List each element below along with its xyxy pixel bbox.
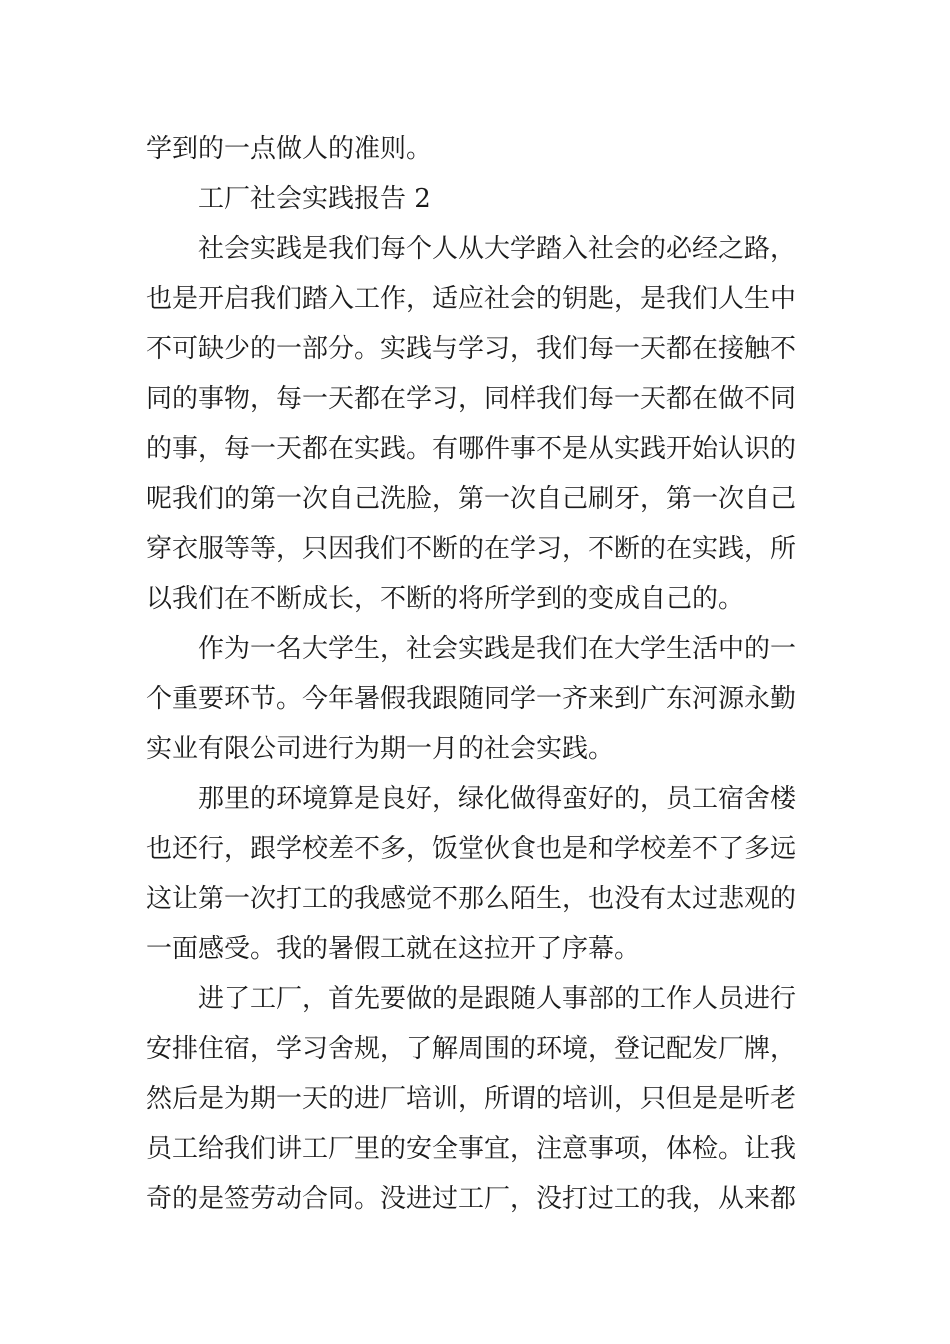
text-line: 员工给我们讲工厂里的安全事宜，注意事项，体检。让我 [146, 1134, 797, 1164]
text-line: 也还行，跟学校差不多，饭堂伙食也是和学校差不了多远 [146, 834, 797, 864]
text-line: 的事，每一天都在实践。有哪件事不是从实践开始认识的 [146, 434, 797, 464]
text-line: 进了工厂，首先要做的是跟随人事部的工作人员进行 [198, 984, 797, 1014]
text-line: 一面感受。我的暑假工就在这拉开了序幕。 [146, 934, 641, 964]
text-line: 那里的环境算是良好，绿化做得蛮好的，员工宿舍楼 [198, 784, 797, 814]
text-line: 也是开启我们踏入工作，适应社会的钥匙，是我们人生中 [146, 284, 797, 314]
text-line: 作为一名大学生，社会实践是我们在大学生活中的一 [198, 634, 797, 664]
text-line: 穿衣服等等，只因我们不断的在学习，不断的在实践，所 [146, 534, 797, 564]
text-line: 这让第一次打工的我感觉不那么陌生，也没有太过悲观的 [146, 884, 797, 914]
text-line: 然后是为期一天的进厂培训，所谓的培训，只但是是听老 [146, 1084, 797, 1114]
text-line: 个重要环节。今年暑假我跟随同学一齐来到广东河源永勤 [146, 684, 797, 714]
text-line: 呢我们的第一次自己洗脸，第一次自己刷牙，第一次自己 [146, 484, 797, 514]
text-line: 学到的一点做人的准则。 [146, 134, 433, 164]
text-line: 奇的是签劳动合同。没进过工厂，没打过工的我，从来都 [146, 1184, 797, 1214]
text-line: 安排住宿，学习舍规，了解周围的环境，登记配发厂牌， [146, 1034, 797, 1064]
text-line: 社会实践是我们每个人从大学踏入社会的必经之路， [198, 234, 797, 264]
text-line: 不可缺少的一部分。实践与学习，我们每一天都在接触不 [146, 334, 797, 364]
text-line: 同的事物，每一天都在学习，同样我们每一天都在做不同 [146, 384, 797, 414]
section-heading: 工厂社会实践报告 2 [198, 184, 431, 214]
text-line: 以我们在不断成长，不断的将所学到的变成自己的。 [146, 584, 745, 614]
text-line: 实业有限公司进行为期一月的社会实践。 [146, 734, 615, 764]
